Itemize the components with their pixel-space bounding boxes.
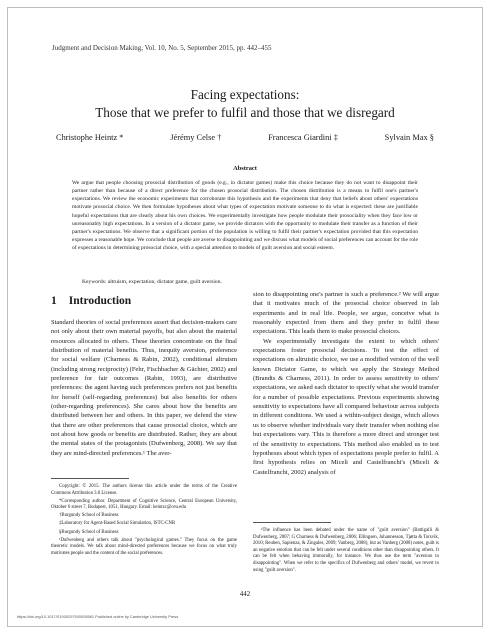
article-title bbox=[8, 86, 482, 122]
intro-paragraph: Standard theories of social preferences assert that decision-makers care not only about their own material payoffs, but also about the material resources allocated to others. These theories concentrate on the final distribution of material benefits. Thus, inequity aversion, preference for social welfare (Charness & Rabin, 2002), conditional altruism (including strong reciprocity) (Fehr, Fischbacher & Gächter, 2002) and preference for fair outcomes (Rabin, 1993), are distributive preferences: the agent having such preferences prefers not just benefits for herself (self-regarding preferences) but also benefits for others (other-regarding preferences). She cares about how the benefits are distributed between her and others. In this paper, we defend the view that there are other preferences that cause prosocial choice, which are not about how goods or benefits are distributed. Rather, they are about the mental states of the protagonists (Dufwenberg, 2008). We say that they are mind-directed preferences.¹ The aver- bbox=[51, 319, 237, 457]
doi-link[interactable]: https://doi.org/10.1017/S1930297500005581 Published online by Cambridge University Press bbox=[17, 614, 179, 619]
footnote-2: ²The influence has been debated under the name of "guilt aversion" (Battigalli & Dufwenberg, 2007; G Charness & Dufwenberg, 2006; Ellingsen, Johannesson, Tjøtta & Torsvik, 2010; Reuben, Sapienza, & Zingales, 2009; Vanberg, 2008), but as Vanberg (2008) notes, guilt is an negative emotion that can be felt under several conditions other than disappointing others. It can be felt when behaving immorally, for instance. We thus use the term "aversion to disappointing". When we refer to the specifics of Dufwenberg and others' model, we revert to using "guilt aversion". bbox=[253, 528, 439, 573]
footnote-rule bbox=[51, 478, 129, 479]
title-line-2: Those that we prefer to fulfil and those that we disregard bbox=[95, 105, 395, 120]
footnotes-right bbox=[253, 522, 439, 576]
footnote-1: ¹Dufwenberg and others talk about "psychological games." They focus on the game theoretic models. We talk about mind-directed preferences because we focus on what truly motivates people and the content of the social preferences. bbox=[51, 537, 237, 556]
title-line-1: Facing expectations: bbox=[190, 87, 300, 102]
footnote-copyright: Copyright: © 2015. The authors license this article under the terms of the Creative Commons Attribution 3.0 License. bbox=[51, 484, 237, 496]
section-number: 1 bbox=[51, 295, 57, 307]
author-heintz: Christophe Heintz * bbox=[56, 133, 124, 142]
intro-paragraph: sion to disappointing one's partner is such a preference.² We will argue that it motivates much of the prosocial choice observed in lab experiments and in real life. People, we argue, conceive what is reasonably expected from them and they prefer to fulfil these expectations. This leads them to make prosocial choices. bbox=[253, 291, 439, 336]
author-celse: Jérémy Celse † bbox=[170, 133, 222, 142]
right-column bbox=[253, 290, 439, 477]
footnote-corresponding-author: *Corresponding author. Department of Cognitive Science, Central European University, Oktober 6 street 7, Budapest, 1051, Hungary. Email: heintzc@ceu.edu bbox=[51, 498, 237, 511]
footnote-rule bbox=[253, 522, 331, 523]
footnotes-left bbox=[51, 478, 237, 559]
page-number: 442 bbox=[239, 590, 251, 598]
keywords: Keywords: altruism, expectation, dictator game, guilt aversion. bbox=[82, 279, 222, 285]
author-giardini: Francesca Giardini ‡ bbox=[268, 133, 338, 142]
running-head: Judgment and Decision Making, Vol. 10, No. 5, September 2015, pp. 442–455 bbox=[52, 44, 272, 52]
footnote-affiliation-giardini: ‡Laboratory for Agent-Based Social Simulation, ISTC-CNR bbox=[59, 521, 176, 527]
intro-paragraph: We experimentally investigate the extent to which others' expectations foster prosocial decisions. To test the effect of expectations on altruistic choice, we use a modified version of the well known Dictator Game, to which we apply the Strategy Method (Brandts & Charness, 2011). In order to assess sensitivity to others' expectations, we asked each dictator to specify what she would transfer for a number of possible expectations. Previous experiments showing sensitivity to expectations have all compared behaviour across subjects in different conditions. We used a within-subject design, which allows us to observe whether individuals vary their transfer when nothing else but expectations vary. This is therefore a more direct and stronger test of the sensitivity to expectations. This method also enabled us to test hypotheses about which types of expectations people prefer to fulfil. A first hypothesis relies on Miceli and Castelfranchi's (Miceli & Castelfranchi, 2002) analysis of bbox=[253, 337, 439, 476]
section-heading-introduction bbox=[51, 294, 237, 308]
footnote-affiliation-celse: †Burgundy School of Business bbox=[59, 513, 119, 519]
abstract-heading: Abstract bbox=[233, 165, 257, 172]
author-max: Sylvain Max § bbox=[384, 133, 434, 142]
footnote-affiliation-max: §Burgundy School of Business bbox=[59, 529, 119, 535]
author-list bbox=[56, 133, 434, 142]
section-title: Introduction bbox=[68, 295, 132, 307]
journal-page bbox=[7, 7, 483, 627]
abstract-text: We argue that people choosing prosocial distribution of goods (e.g., in dictator games) make this choice because they do not want to disappoint their partner rather than because of a direct preference for the chosen prosocial distribution. The chosen distribution is a means to fulfil one's partner's expectations. We review the economic experiments that corroborate this hypothesis and the experiments that deny that beliefs about others' expectations motivate prosocial choice. We then formulate hypotheses about what types of expectation motivate someone to do what is expected: these are justifiable hopeful expectations that are clearly about his own choices. We experimentally investigate how people modulate their prosociality when they face low or unreasonably high expectations. In a version of a dictator game, we provide dictators with the opportunity to modulate their transfer as a function of their partner's expectations. We observe that a significant portion of the population is willing to fulfil their partner's expectation provided that this expectation expresses a reasonable hope. We conclude that people are averse to disappointing and we discuss what models of social preferences can account for the role of expectations in determining prosocial choice, with a special attention to models of guilt aversion and social esteem. bbox=[72, 180, 418, 252]
left-column bbox=[51, 294, 237, 458]
